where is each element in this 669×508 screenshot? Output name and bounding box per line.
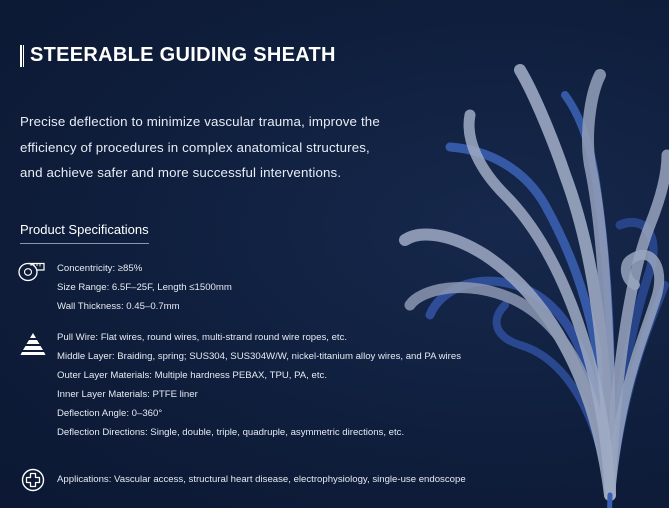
spec-line-wall-thickness: Wall Thickness: 0.45–0.7mm xyxy=(57,301,180,312)
spec-line-outer-layer: Outer Layer Materials: Multiple hardness PEBAX, TPU, PA, etc. xyxy=(57,370,327,381)
title-accent-bar xyxy=(20,45,24,67)
sheath-tube-blue-2 xyxy=(450,147,610,495)
medical-cross-icon xyxy=(21,468,45,492)
spec-line-applications: Applications: Vascular access, structural heart disease, electrophysiology, single-use endoscope xyxy=(57,474,466,485)
intro-line: Precise deflection to minimize vascular trauma, improve the xyxy=(20,114,380,129)
title-block xyxy=(20,44,336,67)
dimensions-spec-group xyxy=(57,259,232,316)
intro-line: efficiency of procedures in complex anatomical structures, xyxy=(20,139,370,155)
tape-measure-icon xyxy=(17,261,47,283)
page-title: STEERABLE GUIDING SHEATH xyxy=(30,44,336,66)
intro-line: and achieve safer and more successful interventions. xyxy=(20,165,342,180)
spec-line-deflection-directions: Deflection Directions: Single, double, triple, quadruple, asymmetric directions, etc. xyxy=(57,427,405,438)
sheath-stem xyxy=(609,495,610,508)
spec-line-concentricity: Concentricity: ≥85% xyxy=(57,263,143,274)
specs-heading: Product Specifications xyxy=(20,222,149,237)
spec-line-inner-layer: Inner Layer Materials: PTFE liner xyxy=(57,389,198,400)
spec-line-pull-wire: Pull Wire: Flat wires, round wires, multi-strand round wire ropes, etc. xyxy=(57,332,348,343)
applications-spec-group xyxy=(57,470,466,489)
intro-paragraph xyxy=(20,109,400,186)
spec-line-deflection-angle: Deflection Angle: 0–360° xyxy=(57,408,163,419)
materials-spec-group xyxy=(57,328,461,442)
layers-triangle-icon xyxy=(20,332,46,356)
spec-line-middle-layer: Middle Layer: Braiding, spring; SUS304, SUS304W/W, nickel-titanium alloy wires, and PA wires xyxy=(57,351,461,362)
specs-heading-underline xyxy=(20,243,149,244)
spec-line-size-range: Size Range: 6.5F–25F, Length ≤1500mm xyxy=(57,282,232,293)
